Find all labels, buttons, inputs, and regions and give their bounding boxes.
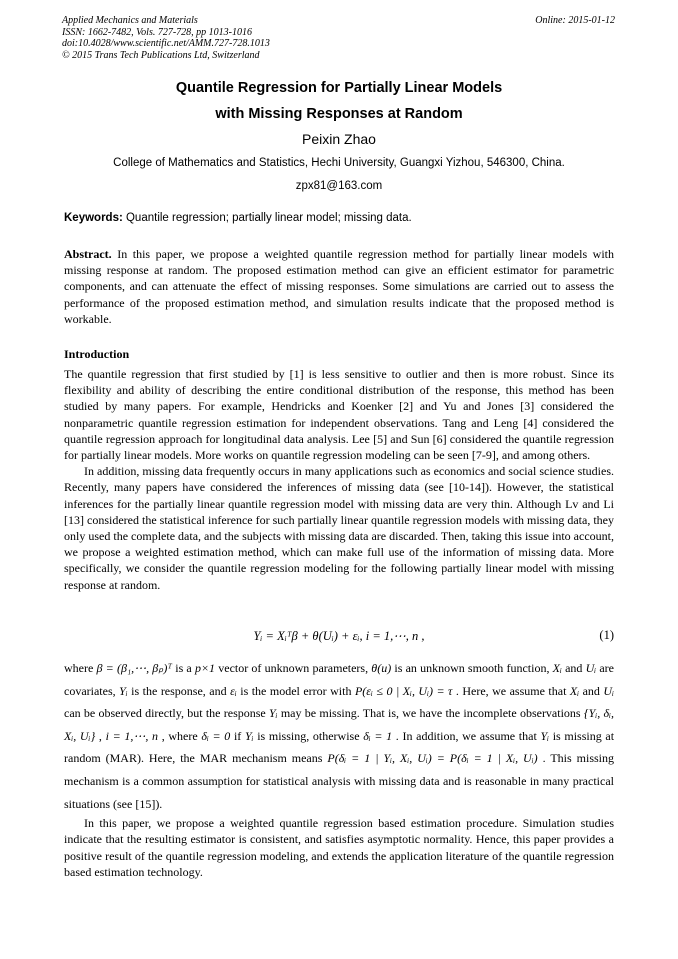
math-x: Xᵢ [552, 661, 562, 675]
math-quantile-condition: P(εᵢ ≤ 0 | Xᵢ, Uᵢ) = τ [354, 683, 453, 698]
text-run: , where [158, 728, 202, 743]
math-dim: p×1 [194, 661, 216, 675]
copyright-line: © 2015 Trans Tech Publications Ltd, Switzerland [62, 49, 260, 61]
abstract [64, 246, 614, 327]
doi-line: doi:10.4028/www.scientific.net/AMM.727-728.1013 [62, 38, 270, 50]
text-run: and [579, 683, 604, 698]
abstract-text: In this paper, we propose a weighted quantile regression method for partially linear models with missing response at random. The proposed estimation method can give an efficient estimator for parametric components, and can attenuate the effect of missing responses. Some simulations are carried out to assess the performance of the proposed estimation method, and simulation results indicate that the proposed method is workable. [64, 247, 614, 326]
text-run: is missing at random (MAR). Here, the MAR mechanism means [64, 728, 615, 766]
author-email: zpx81@163.com [295, 180, 383, 192]
text-run: vector of unknown parameters, [215, 661, 372, 675]
text-run: where [64, 661, 97, 675]
keywords [64, 212, 412, 224]
text-run: , [95, 728, 106, 743]
final-paragraph: In this paper, we propose a weighted quantile regression based estimation procedure. Simulation studies indicate that the resulting estimator is consistent, and satisfies asymptotic normality. Hence, this paper provides a positive result of the quantile regression modeling, and extends the application literature of the quantile regression based estimation technology. [64, 816, 614, 879]
intro-paragraph-2: In addition, missing data frequently occurs in many applications such as economics and social science studies. Recently, many papers have considered the inferences of missing data (see [10-14]). However, the statistical inferences for the partially linear quantile regression model with missing data are very thin. Although Lv and Li [13] considered the statistical inference for such partially linear quantile regression models with missing data, they only used the complete data, and the subjects with missing data are discarded. Then, taking this issue into account, we propose a weighted estimation method, which can make full use of the information of missing data. More specifically, we consider the quantile regression modeling for the following partially linear model with missing response at random. [64, 464, 614, 592]
math-y: Yᵢ [269, 706, 278, 721]
math-epsilon: εᵢ [230, 683, 237, 698]
text-run: can be observed directly, but the response [64, 706, 269, 721]
section-title: Introduction [64, 347, 130, 361]
math-observations: {Yᵢ, δᵢ, Xᵢ, Uᵢ} [64, 706, 614, 743]
text-run: . Here, we assume that [452, 683, 570, 698]
where-paragraph [64, 657, 614, 815]
math-delta-one: δᵢ = 1 [363, 728, 393, 743]
equation-1 [64, 628, 614, 648]
math-y: Yᵢ [244, 728, 254, 743]
journal-header [62, 15, 270, 61]
math-mar-condition: P(δᵢ = 1 | Yᵢ, Xᵢ, Uᵢ) = P(δᵢ = 1 | Xᵢ, Uᵢ) [327, 751, 538, 766]
text-run: . This missing mechanism is a common assumption for statistical analysis with missing data and is reasonable in many practical situations (see [15]). [64, 751, 614, 811]
math-theta: θ(u) [371, 661, 392, 675]
issn-line: ISSN: 1662-7482, Vols. 727-728, pp 1013-1016 [62, 26, 252, 38]
math-y: Yᵢ [540, 728, 550, 743]
math-x: Xᵢ [569, 683, 580, 698]
text-run: is missing, otherwise [253, 728, 364, 743]
keywords-label: Keywords: [64, 212, 123, 224]
author-name: Peixin Zhao [302, 131, 376, 147]
affiliation: College of Mathematics and Statistics, Hechi University, Guangxi Yizhou, 546300, China. [113, 157, 565, 169]
math-y: Yᵢ [119, 683, 128, 698]
math-u: Uᵢ [585, 661, 597, 675]
journal-name: Applied Mechanics and Materials [62, 15, 198, 26]
math-u: Uᵢ [603, 683, 614, 698]
text-run: is a [172, 661, 195, 675]
text-run: . In addition, we assume that [392, 728, 541, 743]
equation-number: (1) [599, 628, 614, 642]
text-run: is the model error with [236, 683, 355, 698]
math-delta-zero: δᵢ = 0 [201, 728, 231, 743]
model-description [64, 657, 614, 880]
paper-title-line2: with Missing Responses at Random [215, 106, 463, 122]
paper-title-line1: Quantile Regression for Partially Linear Models [175, 80, 503, 96]
abstract-label: Abstract. [64, 247, 112, 261]
math-index: i = 1,⋯, n [105, 728, 159, 743]
keywords-text: Quantile regression; partially linear model; missing data. [122, 212, 412, 224]
text-run: is the response, and [127, 683, 231, 698]
text-run: is an unknown smooth function, [391, 661, 553, 675]
text-run: are covariates, [64, 661, 615, 698]
intro-paragraph-1: The quantile regression that first studied by [1] is less sensitive to outlier and then is more robust. Since its flexibility and ability of describing the entire conditional distribution of the response, this method has been studied by many papers. For example, Hendricks and Koenker [2] and Yu and Jones [3] considered the nonparametric quantile regression estimation for independent observations. Tang and Leng [4] considered the quantile regression approach for longitudinal data analysis. Lee [5] and Sun [6] considered the quantile regression for partially linear models. More works on quantile regression modeling can be seen [7-9], and among others. [64, 367, 614, 463]
math-beta-vector: β = (β₁,⋯, βₚ)ᵀ [96, 661, 173, 675]
text-run: may be missing. That is, we have the incomplete observations [277, 706, 584, 721]
online-date: Online: 2015-01-12 [535, 15, 615, 26]
equation-body: Yᵢ = Xᵢᵀβ + θ(Uᵢ) + εᵢ, i = 1,⋯, n , [253, 629, 425, 643]
text-run: if [230, 728, 245, 743]
introduction-text [64, 366, 614, 593]
text-run: and [561, 661, 586, 675]
